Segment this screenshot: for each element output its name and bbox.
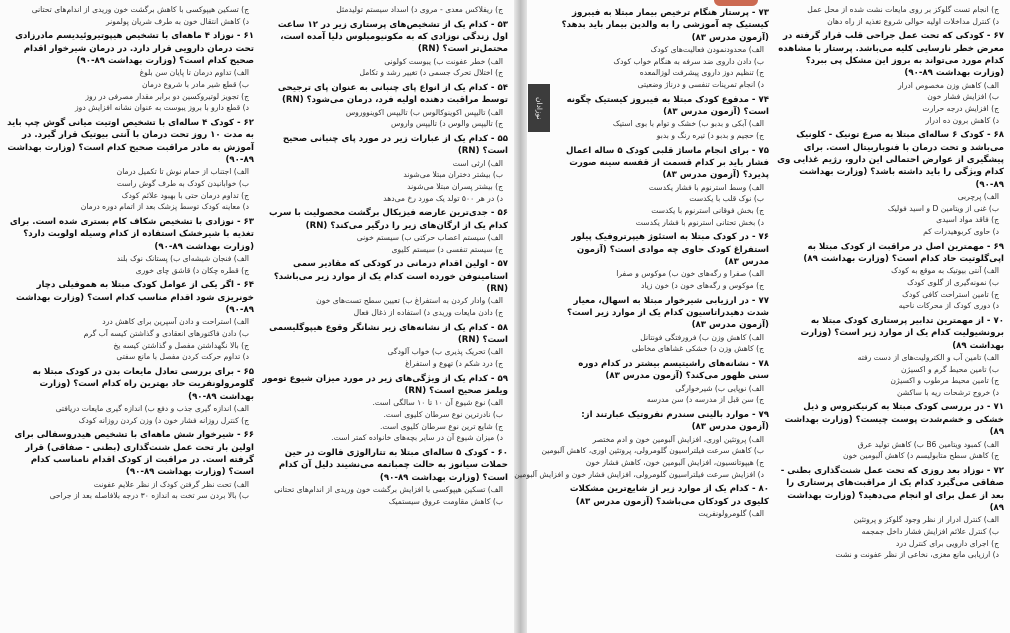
question-text: ۶۳ - نوزادی با تشخیص شکاف کام بستری شده است. برای تغذیه با شیرخشک استفاده از کدام وسیله اولویت دارد؟ (وزارت بهداشت ۸۹-۹۰) xyxy=(9,216,254,252)
answer-option: الف) کاهش وزن ب) فرورفتگی فونتانل xyxy=(640,332,764,342)
answer-option: ج) تداوم درمان حتی با بهبود علائم کودک xyxy=(121,190,249,200)
answer-option: د) انجام تمرینات تنفسی و درناژ وضعیتی xyxy=(637,80,764,89)
answer-option: د) خروج ترشحات ریه با ساکشن xyxy=(896,387,999,397)
answer-option: د) حاوی کربوهیدرات کم xyxy=(923,227,999,236)
question-text: ۶۷ - کودکی که تحت عمل جراحی قلب قرار گرفته در معرض خطر نارسایی کلیه می‌باشد. پرستار با مشاهده کدام مورد می‌تواند به بروز این مشکل پی ببرد؟ (وزارت بهداشت ۸۹-۹۰) xyxy=(778,31,1004,79)
answer-option: الف) وادار کردن به استفراغ ب) تعیین سطح تست‌های خون xyxy=(316,296,503,306)
right-page xyxy=(514,0,1010,633)
answer-option: ج) حجیم و بدبو د) تیره رنگ و بدبو xyxy=(656,131,764,140)
answer-option: الف) گلومرولونفریت xyxy=(698,509,764,518)
answer-option: ج) افزایش درجه حرارت xyxy=(922,104,999,113)
question-text: ۷۰ - از مهمترین تدابیر پرستاری کودک مبتلا به برونشیولیت کدام یک از موارد زیر است؟ (وزارت بهداشت ۸۹) xyxy=(800,315,1004,351)
answer-option: ب) نمونه‌گیری از گلوی کودک xyxy=(907,278,999,287)
answer-option: الف) کمبود ویتامین B6 ب) کاهش تولید عرق xyxy=(857,439,999,449)
answer-option: ب) تامین محیط گرم و اکسیژن xyxy=(901,364,999,374)
question-text: ۶۱ - نوزاد ۴ ماهه‌ای با تشخیص هیپوتیروئیدیسم مادرزادی تحت درمان دارویی قرار دارد. در درمان شیرخوار اقدام صحیح کدام است؟ (وزارت بهداشت ۸۹-۹۰) xyxy=(15,31,254,66)
answer-option: الف) تحریک پذیری ب) خواب آلودگی xyxy=(387,347,503,357)
answer-option: ج) موکوس و رگه‌های خون د) خون زیاد xyxy=(640,281,764,290)
question-text: ۶۹ - مهمترین اصل در مراقبت از کودک مبتلا به اپی‌گلوتیت حاد کدام است؟ (وزارت بهداشت ۸۹) xyxy=(803,241,1004,264)
answer-option: ب) غنی از ویتامین D و اسید فولیک xyxy=(887,203,999,213)
question-text: ۶۲ - کودک ۴ ساله‌ای با تشخیص اوتیت میانی گوش چپ باید به مدت ۱۰ روز تحت درمان با آنتی بیوتیک قرار گیرد. در آموزش به مادر مراقبت صحیح کدام است؟ (وزارت بهداشت ۸۹-۹۰) xyxy=(7,117,254,165)
answer-option: ج) بخش فوقانی استرنوم با یکدست xyxy=(651,206,764,215)
answer-option: ج) کاهش سطح متابولیسم د) کاهش آلبومین خون xyxy=(843,451,999,461)
question-text: ۷۱ - در بررسی کودک مبتلا به کرنیکتروس و ذیل خشکی و خشم‌شدت پوست چیست؟ (وزارت بهداشت ۸۹) xyxy=(784,402,1004,438)
question-text: ۵۶ - جدی‌ترین عارضه فیزیکال برگشت محصولیت با سرب کدام یک از ارگان‌های زیر را درگیر می‌کند؟ (RN) xyxy=(268,208,508,231)
answer-option: الف) وسط استرنوم با فشار یکدست xyxy=(648,182,764,192)
answer-option: الف) اجتناب از حمام نوش تا تکمیل درمان xyxy=(116,167,249,177)
answer-option: الف) ارثی است xyxy=(452,158,503,168)
answer-option: ب) بالا بردن سر تخت به اندازه ۳۰ درجه بلافاصله بعد از جراحی xyxy=(49,491,249,501)
answer-option: د) معاینه کودک توسط پزشک بعد از اتمام دوره درمان xyxy=(80,202,249,212)
question-text: ۵۹ - کدام یک از ویژگی‌های زیر در مورد میزان شیوع تومور ویلمز صحیح است؟ (RN) xyxy=(262,373,508,396)
answer-option: ب) خوابانیدن کودک به طرف گوش راست xyxy=(116,179,249,188)
answer-option: الف) استراحت و دادن آسپرین برای کاهش درد xyxy=(102,317,249,327)
question-text: ۷۶ - در کودک مبتلا به استئوژ هیپرتروفیک پیلور استفراغ کودک حاوی چه موادی است؟ (آزمون مدرس ۸۳) xyxy=(571,232,769,267)
question-text: ۵۵ - کدام یک از عبارات زیر در مورد پای چنبانی صحیح است؟ (RN) xyxy=(282,134,508,157)
answer-option: ج) هیپوتانسیون، افزایش آلبومین خون، کاهش فشار خون xyxy=(585,458,764,467)
answer-option: د) کنترل مداخلات اولیه حوالی شروع تغذیه از راه دهان xyxy=(827,16,999,26)
left-page-right-column xyxy=(262,4,508,631)
answer-option: د) قطع دارو با بروز یبوست به عنوان نشانه افزایش دوز xyxy=(75,103,249,113)
answer-option: د) دوری کودک از محرکات ناحیه xyxy=(898,301,999,311)
answer-option: الف) اندازه گیری جذب و دفع ب) اندازه گیری مایعات دریافتی xyxy=(55,404,249,413)
answer-option: ب) کاهش سرعت فیلتراسیون گلومرولی، پروتئین اوری، کاهش آلبومین xyxy=(541,446,764,456)
answer-option: الف) فنجان شیشه‌ای ب) پستانک نوک بلند xyxy=(116,254,249,263)
answer-option: ب) بیشتر دختران مبتلا می‌شوند xyxy=(403,170,503,180)
question-text: ۷۹ - موارد بالینی سندرم نفروتیک عبارتند از: (آزمون مدرس ۸۳) xyxy=(581,410,769,433)
answer-option: ج) ریفلاکس معدی - مروی د) اسداد سیستم تولیدمثل xyxy=(336,5,503,14)
question-text: ۶۶ - شیرخوار شش ماهه‌ای با تشخیص هیدروسفالی برای اولین بار تحت عمل شنت‌گذاری (بطنی - صفاقی) قرار گرفته است. در مراقبت از کودک اقدام نامناسب کدام است؟ (وزارت بهداشت ۸۹-۹۰) xyxy=(14,430,254,478)
answer-option: الف) پرچربی xyxy=(957,192,999,202)
answer-option: الف) خطر عفونت ب) یبوست کولونی xyxy=(384,56,503,66)
answer-option: ج) قطره چکان د) قاشق چای خوری xyxy=(135,265,249,275)
answer-option: الف) محدودنمودن فعالیت‌های کودک xyxy=(650,45,764,55)
book-gutter xyxy=(514,0,527,633)
answer-option: ب) کاهش مقاومت عروق سیستمیک xyxy=(388,496,503,506)
question-text: ۵۷ - اولین اقدام درمانی در کودکی که مقادیر سمی استامینوفن خورده است کدام یک از موارد زیر می‌باشد؟ (RN) xyxy=(273,259,508,294)
answer-option: ب) افزایش فشار خون xyxy=(927,92,999,102)
answer-option: الف) سیستم اعصاب حرکتی ب) سیستم خونی xyxy=(356,233,503,242)
answer-option: ج) کنترل روزانه فشار خون د) وزن کردن روزانه کودک xyxy=(78,415,249,425)
answer-option: ب) نادرترین نوع سرطان کلیوی است. xyxy=(383,410,503,419)
answer-option: د) بخش تحتانی استرنوم با فشار یکدست xyxy=(635,217,764,227)
answer-option: ب) قطع شیر مادر با شروع درمان xyxy=(142,80,249,89)
answer-option: ج) کاهش وزن د) خشکی غشاهای مخاطی xyxy=(631,344,764,354)
answer-option: ب) نوک قلب با یکدست xyxy=(689,194,764,204)
answer-option: الف) تحت نظر گرفتن کودک از نظر علایم عفونت xyxy=(93,479,249,489)
answer-option: الف) نوپایی ب) شیرخوارگی xyxy=(675,383,764,393)
answer-option: ج) تجویز لوتیروکسین دو برابر مقدار مصرفی در روز xyxy=(85,91,249,101)
answer-option: د) تداوم حرکت کردن مفصل با مانع سفتی xyxy=(116,352,249,362)
answer-option: الف) آنتی بیوتیک به موقع به کودک xyxy=(891,266,999,276)
answer-option: د) کاهش برون ده ادرار xyxy=(925,115,999,125)
answer-option: الف) پروتئین اوری، افزایش آلبومین خون و ادم مختصر xyxy=(592,434,764,444)
answer-option: د) در هر ۵۰۰ تولد یک مورد رخ می‌دهد xyxy=(383,193,503,203)
answer-option: ج) تسکین هیپوکسی با کاهش برگشت خون وریدی از اندام‌های تحتانی xyxy=(31,5,249,14)
answer-option: د) میزان شیوع آن در سایر بچه‌های خانواده کمتر است. xyxy=(331,433,503,443)
question-text: ۷۴ - مدفوع کودک مبتلا به فیبروز کیستیک چگونه است؟ (آزمون مدرس ۸۳) xyxy=(566,94,769,117)
question-text: ۶۸ - کودک ۶ ساله‌ای مبتلا به صرع تونیک - کلونیک می‌باشد و تحت درمان با فنوباربیتال است. برای پیشگیری از عوارض احتمالی این دارو، رژیم غذایی وی کدام ویژگی را باید داشته باشد؟ (وزارت بهداشت ۸۹-۹۰) xyxy=(777,130,1004,190)
answer-option: د) افزایش سرعت فیلتراسیون گلومرولی، افزایش فشار خون و افزایش آلبومین xyxy=(514,469,764,479)
answer-option: ج) سن قبل از مدرسه د) سن مدرسه xyxy=(646,395,764,405)
answer-option: ج) تنظیم دوز داروی پیشرفت لوزالمعده xyxy=(639,68,764,78)
question-text: ۶۵ - برای بررسی تعادل مایعات بدن در کودک مبتلا به گلومرولونفریت حاد بهترین راه کدام است؟ (وزارت بهداشت ۸۹-۹۰) xyxy=(32,366,254,402)
answer-option: ج) تالیپس والوس د) تالیپس واروس xyxy=(391,119,503,129)
answer-option: د) کاهش انتقال خون به طرف شریان پولمونر xyxy=(105,16,249,26)
question-text: ۷۳ - پرستار هنگام ترخیص بیمار مبتلا به فیبروز کیستیک چه آموزشی را به والدین بیمار باید بدهد؟ (آزمون مدرس ۸۳) xyxy=(561,8,769,43)
answer-option: الف) تامین آب و الکترولیت‌های از دست رفته xyxy=(857,353,999,362)
question-text: ۶۴ - اگر یکی از عوامل کودک مبتلا به هموفیلی دچار خونریزی شود اقدام مناسب کدام است؟ (وزارت بهداشت ۸۹-۹۰) xyxy=(16,280,254,315)
question-text: ۷۵ - برای انجام ماساژ قلبی کودک ۵ ساله اعمال فشار باید بر کدام قسمت از قفسه سینه صورت پذیرد؟ (آزمون مدرس ۸۳) xyxy=(565,145,769,181)
answer-option: ج) بالا نگهداشتن مفصل و گذاشتن کیسه یخ xyxy=(113,340,249,350)
answer-option: ج) تامین محیط مرطوب و اکسیژن xyxy=(890,376,999,386)
question-text: ۶۰ - کودک ۵ ساله‌ای مبتلا به تتارالوژی فالوت در حین حملات سیانوز به حالت چمباتمه می‌نشیند دلیل آن کدام است؟ (وزارت بهداشت ۸۹-۹۰) xyxy=(278,447,508,483)
answer-option: ج) شایع ترین نوع سرطان کلیوی است. xyxy=(379,421,503,431)
answer-option: الف) نوع شیوع آن ۱۰ تا ۱۰ سالگی است. xyxy=(372,398,503,408)
answer-option: ب) دادن داروی ضد سرفه به هنگام خواب کودک xyxy=(613,56,764,66)
answer-option: الف) کنترل ادرار از نظر وجود گلوکز و پروتئین xyxy=(853,515,999,525)
answer-option: الف) آبکی و بدبو ب) خشک و توام با بوی استیک xyxy=(612,119,764,129)
left-page-left-column xyxy=(6,4,254,631)
question-text: ۸۰ - کدام یک از موارد زیر از شایع‌ترین مشکلات کلیوی در کودکان می‌باشد؟ (آزمون مدرس ۸۳) xyxy=(569,484,769,507)
answer-option: ج) درد شکم د) تهوع و استفراغ xyxy=(405,359,503,368)
question-text: ۷۸ - نشانه‌های راشیتیسم بیشتر در کدام دوره سنی ظهور می‌کند؟ (آزمون مدرس ۸۳) xyxy=(578,359,769,382)
answer-option: ج) انجام تست گلوکز بر روی مایعات نشت شده از محل عمل xyxy=(807,5,999,14)
answer-option: ج) اختلال تحرک جسمی د) تغییر رشد و تکامل xyxy=(359,68,503,78)
answer-option: الف) تالیپس اکوینوکالوس ب) تالیپس اکوینووروس xyxy=(345,107,503,117)
answer-option: الف) صفرا و رگه‌های خون ب) موکوس و صفرا xyxy=(616,269,764,279)
section-tab: نوزادان xyxy=(528,84,550,132)
question-text: ۵۴ - کدام یک از انواع پای چنبانی به عنوان پای ترجیحی توسط مراقبت دهنده اولیه فرد، درمان می‌شود؟ (RN) xyxy=(277,83,508,106)
question-text: ۷۲ - نوزاد بعد روزی که تحت عمل شنت‌گذاری بطنی - صفاقی می‌گیرد کدام یک از مراقبت‌های پرستاری را بعد از عمل برای او انجام می‌دهید؟ (وزارت بهداشت ۸۹) xyxy=(780,465,1004,513)
answer-option: ج) دادن مایعات وریدی د) استفاده از ذغال فعال xyxy=(353,308,503,317)
answer-option: ج) فاقد مواد اسیدی xyxy=(936,215,999,225)
answer-option: د) ارزیابی مانع مغزی، نخاعی از نظر عفونت و نشت xyxy=(835,550,999,560)
answer-option: ج) اجرای دارویی برای کنترل درد xyxy=(896,538,999,548)
answer-option: ج) سیستم تنفسی د) سیستم کلیوی xyxy=(391,244,503,254)
answer-option: ج) تامین استراحت کافی کودک xyxy=(902,289,999,299)
right-page-right-column xyxy=(776,4,1004,631)
answer-option: الف) تسکین هیپوکسی با افزایش برگشت خون وریدی از اندام‌های تحتانی xyxy=(274,485,503,494)
question-text: ۵۸ - کدام یک از نشانه‌های زیر نشانگر وقوع هیپوگلیسمی است؟ (RN) xyxy=(269,322,508,345)
answer-option: ج) بیشتر پسران مبتلا می‌شوند xyxy=(407,182,503,191)
answer-option: الف) کاهش وزن مخصوص ادرار xyxy=(897,80,999,90)
page-header-mark xyxy=(714,0,758,6)
question-text: ۷۷ - در ارزیابی شیرخوار مبتلا به اسهال، معیار شدت دهیدراتاسیون کدام یک از موارد زیر است؟ (آزمون مدرس ۸۳) xyxy=(567,295,769,331)
answer-option: ب) دادن فاکتورهای انعقادی و گذاشتن کیسه آب گرم xyxy=(83,329,249,338)
answer-option: الف) تداوم درمان تا پایان سن بلوغ xyxy=(139,68,249,78)
question-text: ۵۳ - کدام یک از تشخیص‌های پرستاری زیر در ۱۲ ساعت اول زندگی نوزادی که به مکونیومیلوس دلیا آمده است، محتمل‌تر است؟ (RN) xyxy=(277,19,508,55)
answer-option: ب) کنترل علائم افزایش فشار داخل جمجمه xyxy=(861,527,999,536)
